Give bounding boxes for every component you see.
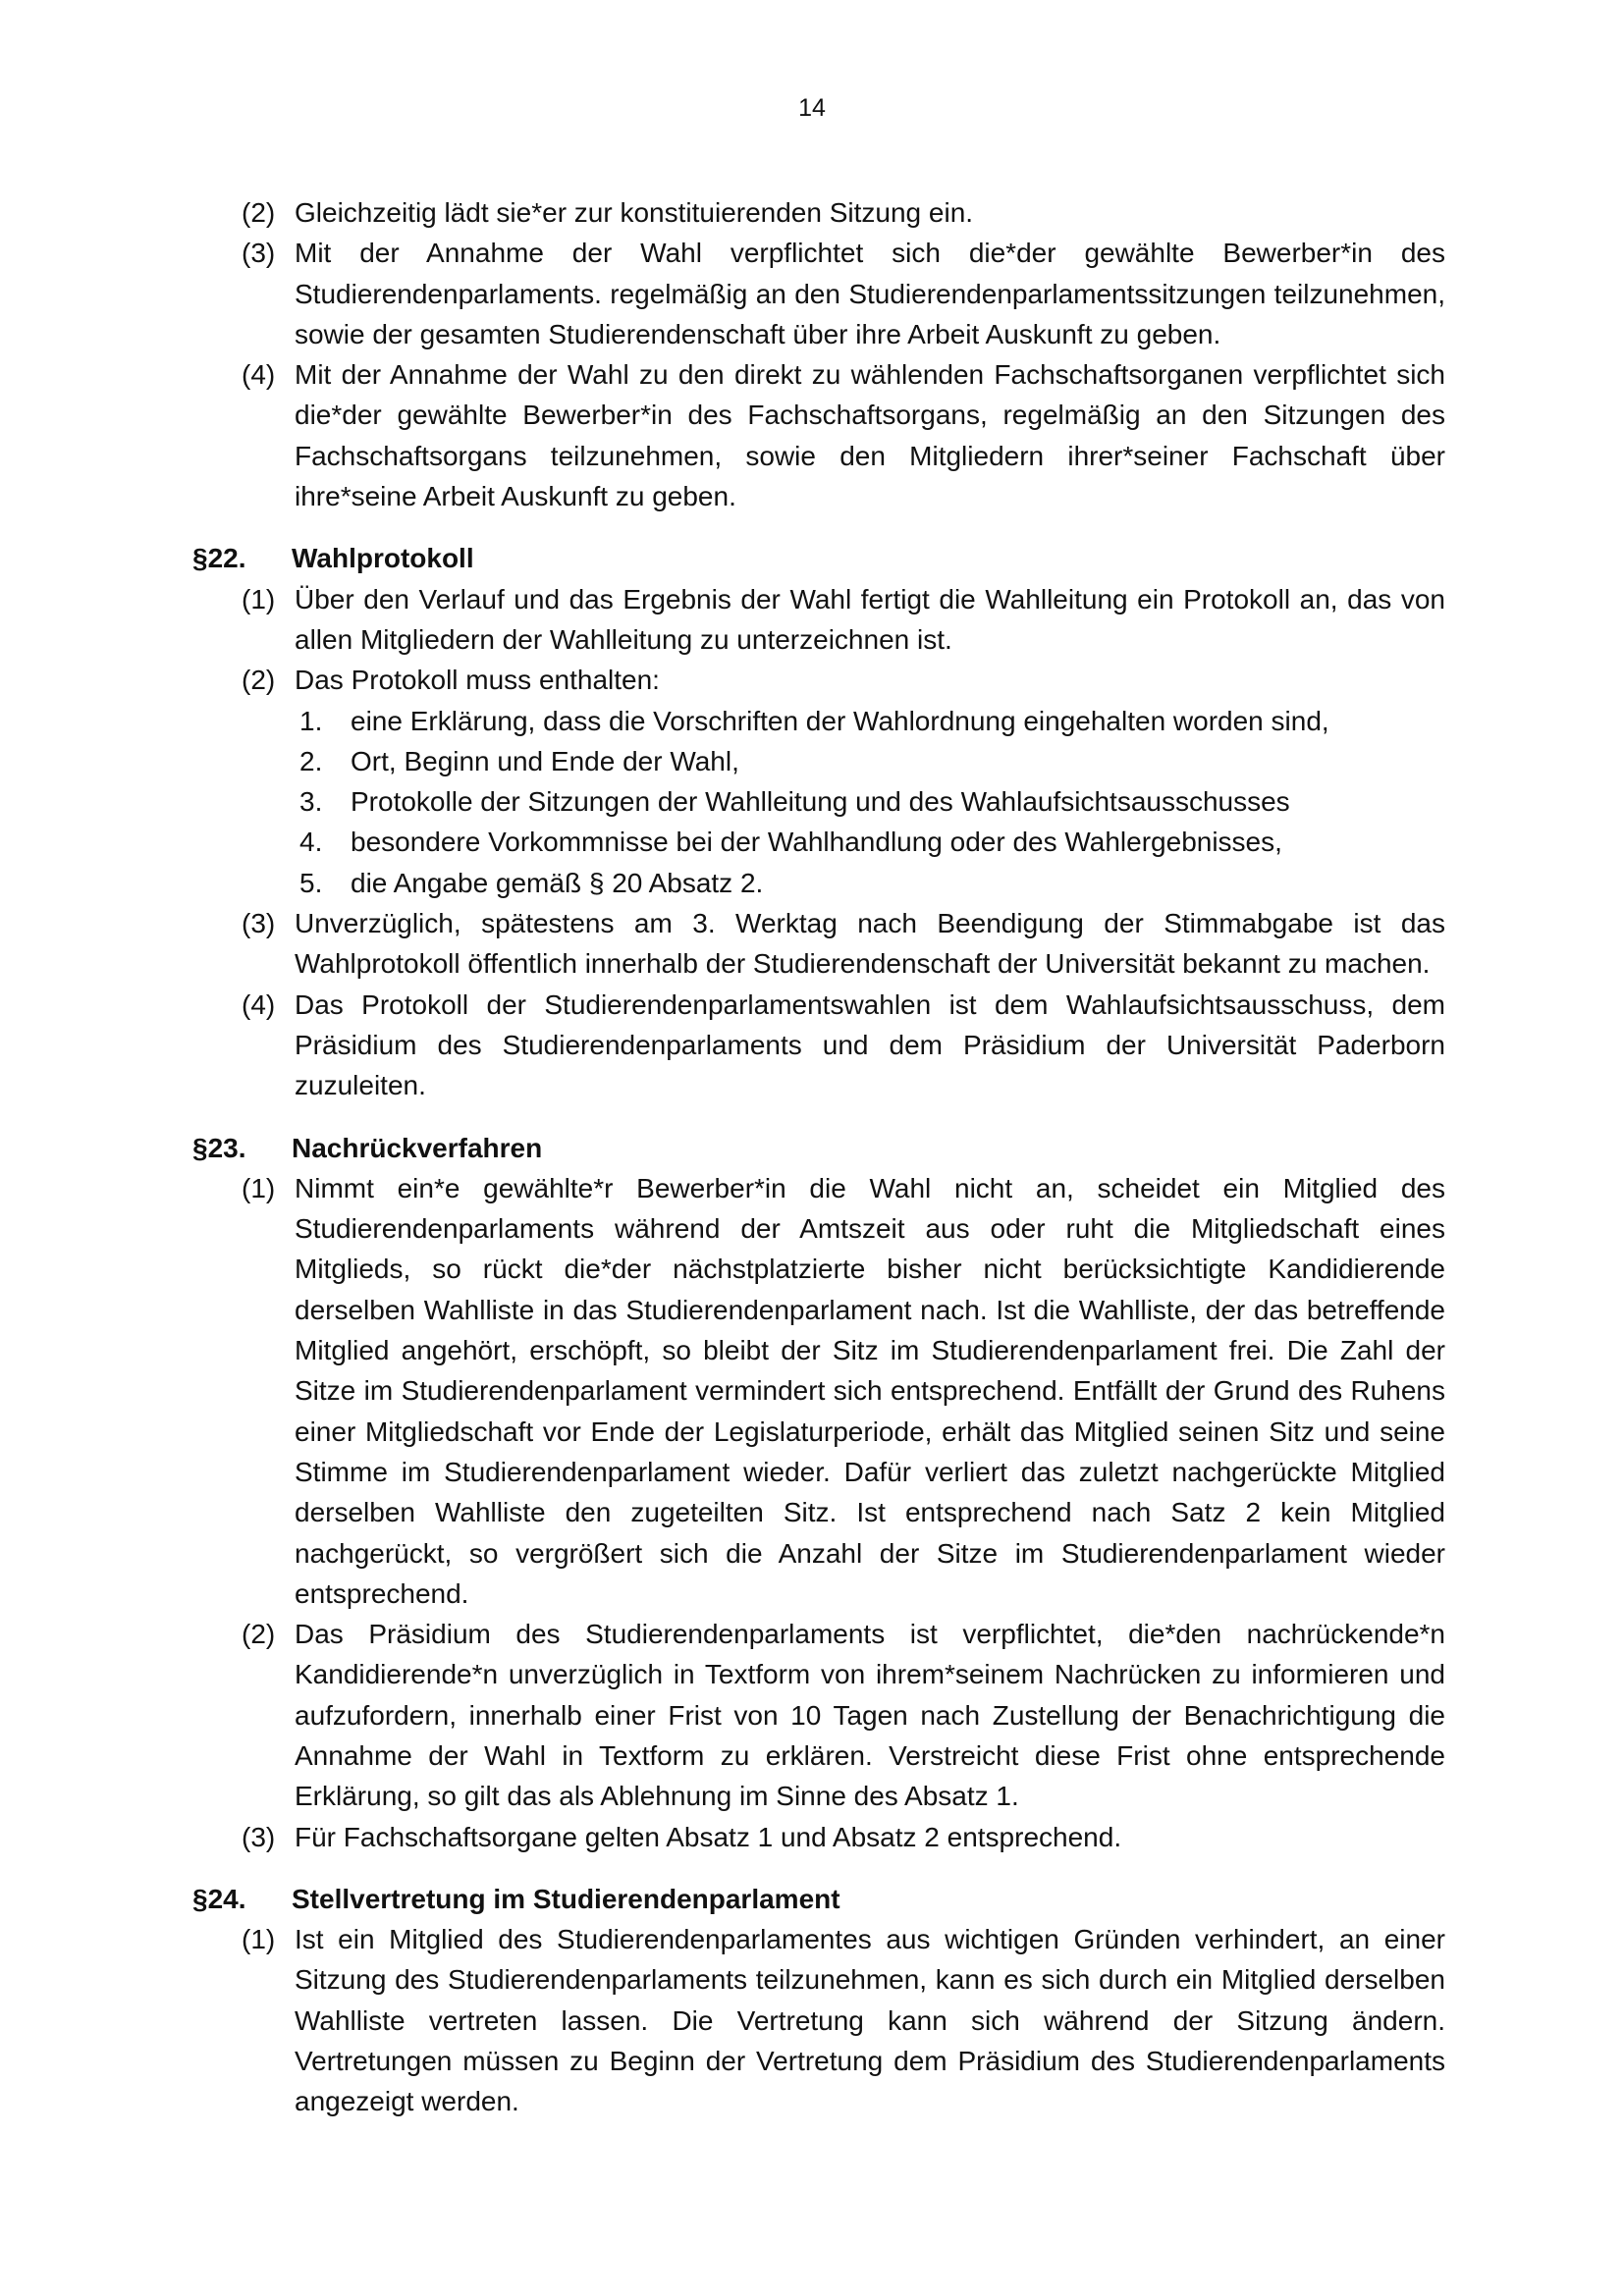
section-24 <box>0 1879 1624 2122</box>
section-heading <box>0 538 1624 578</box>
list-item-text: Ort, Beginn und Ende der Wahl, <box>351 745 739 776</box>
list-item-text: eine Erklärung, dass die Vorschriften der Wahlordnung eingehalten worden sind, <box>351 705 1329 736</box>
list-item-text: besondere Vorkommnisse bei der Wahlhandlung oder des Wahlergebnisses, <box>351 827 1282 858</box>
list-item <box>0 822 1445 862</box>
section-title: Wahlprotokoll <box>292 543 474 574</box>
list-item-number: 5. <box>299 867 323 898</box>
list-item-number: 3. <box>299 786 323 818</box>
paragraph-text: Das Protokoll muss enthalten: <box>295 665 660 696</box>
section-23 <box>0 1128 1624 1857</box>
paragraph-text: Das Protokoll der Studierendenparlamentswahlen ist dem Wahlaufsichtsausschuss, dem Präsidium des Studierendenparlaments und dem Präsidium der Universität Paderborn zuzuleiten. <box>295 988 1445 1101</box>
paragraph <box>0 1919 1445 2121</box>
paragraph-text: Gleichzeitig lädt sie*er zur konstituierenden Sitzung ein. <box>295 197 974 228</box>
paragraph <box>0 233 1445 354</box>
list-item-text: Protokolle der Sitzungen der Wahlleitung und des Wahlaufsichtsausschusses <box>351 786 1290 818</box>
paragraph-text: Mit der Annahme der Wahl verpflichtet sich die*der gewählte Bewerber*in des Studierendenparlaments. regelmäßig an den Studierendenparlamentssitzungen teilzunehmen, sowie der gesamten Studierendenschaft über ihre Arbeit Auskunft zu geben. <box>295 238 1445 349</box>
section-number: §22. <box>192 543 246 574</box>
paragraph <box>0 579 1445 661</box>
paragraph-number: (2) <box>242 1619 276 1650</box>
paragraph-text: Ist ein Mitglied des Studierendenparlamentes aus wichtigen Gründen verhindert, an einer Sitzung des Studierendenparlaments teilzunehmen, kann es sich durch ein Mitglied derselben Wahlliste vertreten lassen. Die Vertretung kann sich während der Sitzung ändern. Vertretungen müssen zu Beginn der Vertretung dem Präsidium des Studierendenparlaments angezeigt werden. <box>295 1924 1445 2117</box>
paragraph-text: Das Präsidium des Studierendenparlaments ist verpflichtet, die*den nachrückende*n Kandidierende*n unverzüglich in Textform von ihrem*seinem Nachrücken zu informieren und aufzufordern, innerhalb einer Frist von 10 Tagen nach Zustellung der Benachrichtigung die Annahme der Wahl in Textform zu erklären. Verstreicht diese Frist ohne entsprechende Erklärung, so gilt das als Ablehnung im Sinne des Absatz 1. <box>295 1619 1445 1812</box>
page-number: 14 <box>798 94 826 122</box>
paragraph-number: (4) <box>242 359 276 391</box>
paragraph-number: (2) <box>242 665 276 696</box>
paragraph <box>0 1168 1445 1614</box>
section-number: §24. <box>192 1883 246 1914</box>
paragraph <box>0 1614 1445 1816</box>
section-title: Stellvertretung im Studierendenparlament <box>292 1883 840 1914</box>
section-heading <box>0 1879 1624 1919</box>
section-number: §23. <box>192 1132 246 1163</box>
list-item-text: die Angabe gemäß § 20 Absatz 2. <box>351 867 764 898</box>
page-content <box>0 192 1624 2122</box>
paragraph-text: Mit der Annahme der Wahl zu den direkt zu wählenden Fachschaftsorganen verpflichtet sich die*der gewählte Bewerber*in des Fachschaftsorgans, regelmäßig an den Sitzungen des Fachschaftsorgans teilzunehmen, sowie den Mitgliedern ihrer*seiner Fachschaft über ihre*seine Arbeit Auskunft zu geben. <box>295 359 1445 512</box>
list-item <box>0 741 1445 781</box>
paragraph-text: Unverzüglich, spätestens am 3. Werktag nach Beendigung der Stimmabgabe ist das Wahlprotokoll öffentlich innerhalb der Studierendenschaft der Universität bekannt zu machen. <box>295 908 1445 980</box>
paragraph <box>0 192 1445 233</box>
paragraph <box>0 354 1445 516</box>
paragraph <box>0 985 1445 1106</box>
paragraph-number: (1) <box>242 583 276 614</box>
paragraph-number: (3) <box>242 238 276 269</box>
paragraph-number: (1) <box>242 1924 276 1955</box>
paragraph-text: Über den Verlauf und das Ergebnis der Wahl fertigt die Wahlleitung ein Protokoll an, das von allen Mitgliedern der Wahlleitung zu unterzeichnen ist. <box>295 583 1445 655</box>
paragraph <box>0 903 1445 985</box>
paragraph-number: (4) <box>242 988 276 1020</box>
paragraph-number: (3) <box>242 908 276 939</box>
paragraph <box>0 660 1445 700</box>
section-title: Nachrückverfahren <box>292 1132 543 1163</box>
list-item-number: 2. <box>299 745 323 776</box>
paragraph-number: (1) <box>242 1172 276 1203</box>
list-item <box>0 863 1445 903</box>
paragraph-text: Nimmt ein*e gewählte*r Bewerber*in die Wahl nicht an, scheidet ein Mitglied des Studierendenparlaments während der Amtszeit aus oder ruht die Mitgliedschaft eines Mitglieds, so rückt die*der nächstplatzierte bisher nicht berücksichtigte Kandidierende derselben Wahlliste in das Studierendenparlament nach. Ist die Wahlliste, der das betreffende Mitglied angehört, erschöpft, so bleibt der Sitz im Studierendenparlament frei. Die Zahl der Sitze im Studierendenparlament vermindert sich entsprechend. Entfällt der Grund des Ruhens einer Mitgliedschaft vor Ende der Legislaturperiode, erhält das Mitglied seinen Sitz und seine Stimme im Studierendenparlament wieder. Dafür verliert das zuletzt nachgerückte Mitglied derselben Wahlliste den zugeteilten Sitz. Ist entsprechend nach Satz 2 kein Mitglied nachgerückt, so vergrößert sich die Anzahl der Sitze im Studierendenparlament wieder entsprechend. <box>295 1172 1445 1609</box>
section-22 <box>0 538 1624 1105</box>
paragraph-number: (3) <box>242 1821 276 1852</box>
section-heading <box>0 1128 1624 1168</box>
list-item <box>0 781 1445 822</box>
list-item <box>0 701 1445 741</box>
list-item-number: 1. <box>299 705 323 736</box>
paragraph-text: Für Fachschaftsorgane gelten Absatz 1 und Absatz 2 entsprechend. <box>295 1821 1122 1852</box>
paragraph-number: (2) <box>242 197 276 228</box>
list-item-number: 4. <box>299 827 323 858</box>
paragraph <box>0 1817 1445 1857</box>
